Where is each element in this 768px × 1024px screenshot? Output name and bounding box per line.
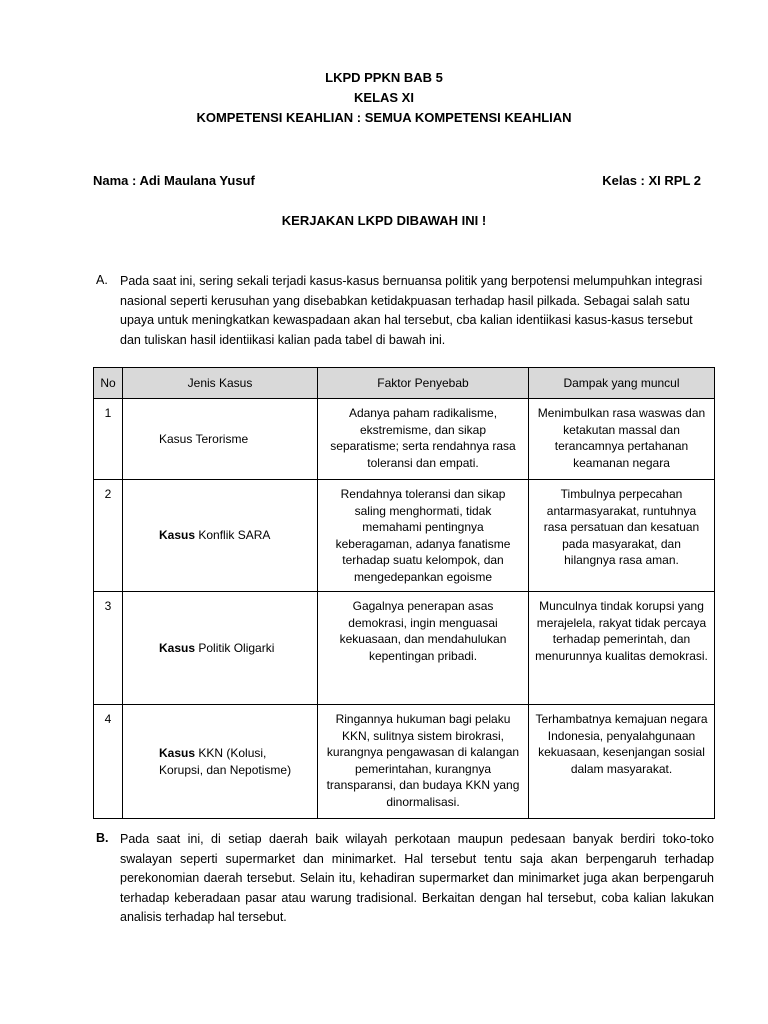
student-name: Nama : Adi Maulana Yusuf [93,173,255,188]
row-no: 2 [94,480,123,592]
section-a [96,272,714,350]
header-title: LKPD PPKN BAB 5 [325,70,443,85]
row-jenis-kasus [123,480,318,592]
row-no: 1 [94,399,123,480]
row-faktor: Rendahnya toleransi dan sikap saling menghormati, tidak memahami pentingnya keberagaman, adanya fanatisme terhadap suatu kelompok, dan mengedepankan egoisme [318,480,529,592]
section-b-label: B. [96,831,109,845]
jenis-prefix: Kasus Terorisme [159,431,249,446]
jenis-prefix: Kasus [159,640,196,655]
header-class: KELAS XI [354,90,414,105]
table-row [94,480,715,592]
jenis-rest: Konflik SARA [195,528,271,543]
student-info [93,172,701,190]
section-b [96,830,714,928]
table-row [94,592,715,705]
row-no: 3 [94,592,123,705]
document-header [0,68,768,128]
row-dampak: Timbulnya perpecahan antarmasyarakat, runtuhnya rasa persatuan dan kesatuan pada masyarakat, dan hilangnya rasa aman. [529,480,715,592]
row-dampak: Terhambatnya kemajuan negara Indonesia, penyalahgunaan kekuasaan, kesenjangan sosial dalam masyarakat. [529,705,715,819]
jenis-rest: KKN (Kolusi, Korupsi, dan Nepotisme) [159,746,292,777]
header-dampak: Dampak yang muncul [529,368,715,399]
jenis-prefix: Kasus [159,746,196,760]
case-table [93,367,715,819]
instruction-heading: KERJAKAN LKPD DIBAWAH INI ! [281,213,487,228]
row-jenis-kasus [123,705,318,819]
row-dampak: Munculnya tindak korupsi yang merajelela, rakyat tidak percaya terhadap pemerintah, dan menurunnya kualitas demokrasi. [529,592,715,705]
section-a-text: Pada saat ini, sering sekali terjadi kasus-kasus bernuansa politik yang berpotensi melumpuhkan integrasi nasional seperti kerusuhan yang disebabkan ketidakpuasan terhadap hasil pilkada. Sebagai salah satu upaya untuk meningkatkan kewaspadaan akan hal tersebut, cba kalian identiikasi kasus-kasus tersebut dan tuliskan hasil identiikasi kalian pada tabel di bawah ini. [120,274,703,347]
section-b-text: Pada saat ini, di setiap daerah baik wilayah perkotaan maupun pedesaan banyak berdiri toko-toko swalayan seperti supermarket dan minimarket. Hal tersebut tentu saja akan berpengaruh terhadap perekonomian daerah tersebut. Selain itu, kehadiran supermarket dan minimarket juga akan berpengaruh terhadap keberadaan pasar atau warung tradisional. Berkaitan dengan hal tersebut, coba kalian lakukan analisis terhadap hal tersebut. [120,832,714,924]
section-a-label: A. [96,273,108,287]
row-faktor: Gagalnya penerapan asas demokrasi, ingin menguasai kekuasaan, dan mendahulukan kepentingan pribadi. [318,592,529,705]
header-jenis-kasus: Jenis Kasus [123,368,318,399]
header-faktor-penyebab: Faktor Penyebab [318,368,529,399]
table-row [94,705,715,819]
row-no: 4 [94,705,123,819]
row-faktor: Ringannya hukuman bagi pelaku KKN, sulitnya sistem birokrasi, kurangnya pengawasan di kalangan pemerintahan, kurangnya transparansi, dan budaya KKN yang dinormalisasi. [318,705,529,819]
row-jenis-kasus [123,592,318,705]
row-faktor: Adanya paham radikalisme, ekstremisme, dan sikap separatisme; serta rendahnya rasa toleransi dan empati. [318,399,529,480]
row-dampak: Menimbulkan rasa waswas dan ketakutan massal dan terancamnya pertahanan keamanan negara [529,399,715,480]
jenis-rest: Politik Oligarki [195,640,275,655]
row-jenis-kasus [123,399,318,480]
header-no: No [94,368,123,399]
jenis-prefix: Kasus [159,528,196,543]
header-competency: KOMPETENSI KEAHLIAN : SEMUA KOMPETENSI KEAHLIAN [196,110,572,125]
student-class: Kelas : XI RPL 2 [602,173,701,188]
table-header-row [94,368,715,399]
table-row [94,399,715,480]
